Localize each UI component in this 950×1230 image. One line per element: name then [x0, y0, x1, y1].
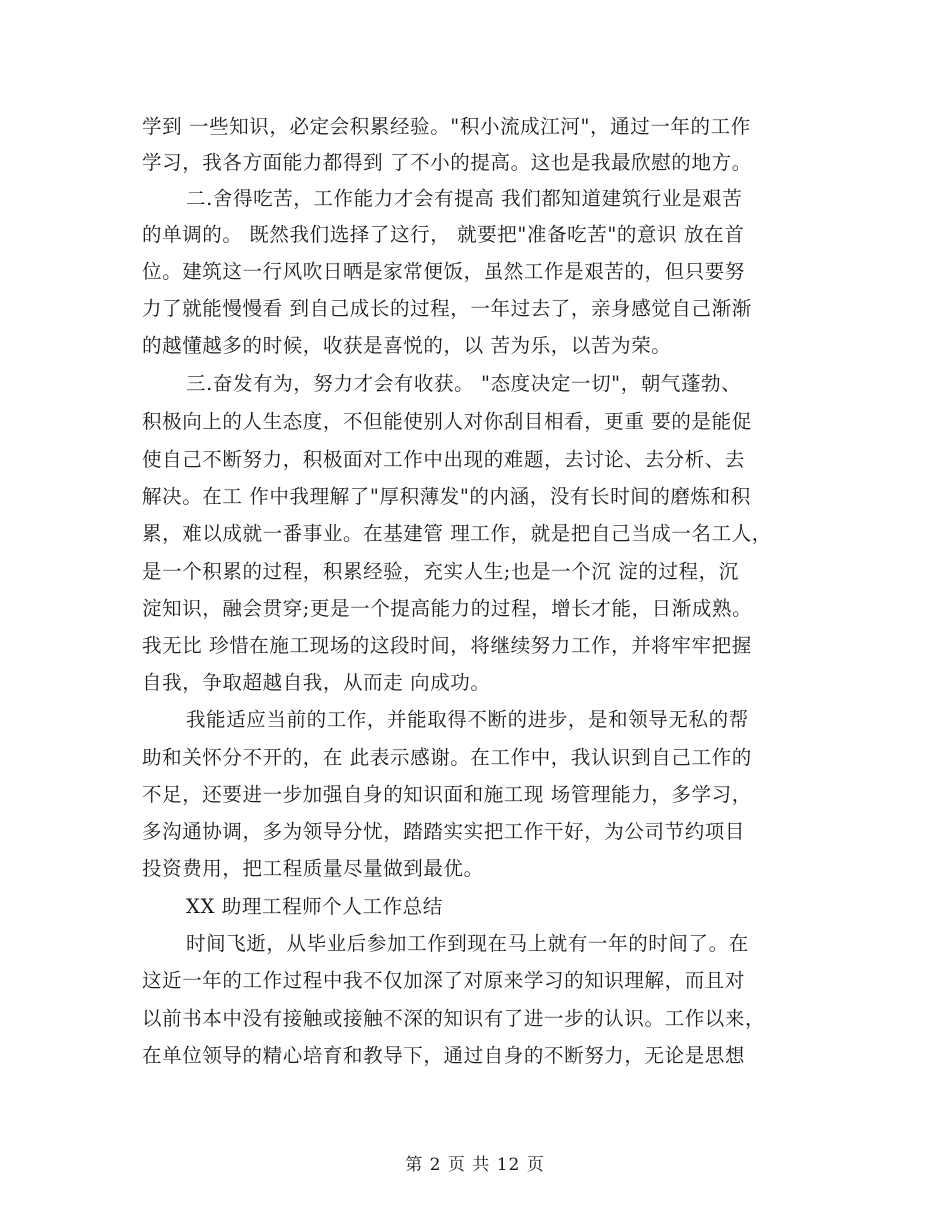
text-line: 时间飞逝，从毕业后参加工作到现在马上就有一年的时间了。在 — [186, 932, 749, 955]
text-line: 位。建筑这一行风吹日晒是家常便饭，虽然工作是艰苦的，但只要努 — [142, 260, 746, 283]
text-line: 学习，我各方面能力都得到 了不小的提高。这也是我最欣慰的地方。 — [142, 151, 752, 174]
text-line: 我能适应当前的工作，并能取得不断的进步，是和领导无私的帮 — [186, 708, 749, 731]
text-line: 投资费用，把工程质量尽量做到最优。 — [142, 857, 484, 880]
text-line: 力了就能慢慢看 到自己成长的过程，一年过去了，亲身感觉自己渐渐 — [142, 297, 752, 320]
text-line: 在单位领导的精心培育和教导下，通过自身的不断努力，无论是思想 — [142, 1044, 746, 1067]
text-line: 这近一年的工作过程中我不仅加深了对原来学习的知识理解，而且对 — [142, 969, 746, 992]
text-line: 的单调的。 既然我们选择了这行， 就要把"准备吃苦"的意识 放在首 — [142, 223, 745, 246]
section-heading: XX 助理工程师个人工作总结 — [186, 895, 443, 918]
text-line: 我无比 珍惜在施工现场的这段时间，将继续努力工作，并将牢牢把握 — [142, 634, 752, 657]
text-line: 的越懂越多的时候，收获是喜悦的，以 苦为乐，以苦为荣。 — [142, 334, 672, 357]
text-line: 淀知识，融会贯穿;更是一个提高能力的过程，增长才能，日渐成熟。 — [142, 597, 753, 620]
text-line: 积极向上的人生态度，不但能使别人对你刮目相看，更重 要的是能促 — [142, 410, 752, 433]
text-line: 解决。在工 作中我理解了"厚积薄发"的内涵，没有长时间的磨炼和积 — [142, 485, 751, 508]
text-line: 以前书本中没有接触或接触不深的知识有了进一步的认识。工作以来， — [142, 1007, 766, 1030]
text-line: 使自己不断努力，积极面对工作中出现的难题，去讨论、去分析、去 — [142, 448, 746, 471]
text-line: 二.舍得吃苦，工作能力才会有提高 我们都知道建筑行业是艰苦 — [186, 187, 743, 210]
text-line: 自我，争取超越自我，从而走 向成功。 — [142, 671, 491, 694]
text-line: 助和关怀分不开的，在 此表示感谢。在工作中，我认识到自己工作的 — [142, 746, 752, 769]
text-line: 不足，还要进一步加强自身的知识面和施工现 场管理能力，多学习， — [142, 783, 752, 806]
text-line: 累，难以成就一番事业。在基建管 理工作，就是把自己当成一名工人， — [142, 522, 772, 545]
page-footer: 第 2 页 共 12 页 — [405, 1155, 545, 1175]
text-line: 学到 一些知识，必定会积累经验。"积小流成江河"，通过一年的工作 — [142, 115, 751, 138]
text-line: 多沟通协调，多为领导分忧，踏踏实实把工作干好，为公司节约项目 — [142, 820, 746, 843]
text-line: 三.奋发有为，努力才会有收获。 "态度决定一切"，朝气蓬勃、 — [186, 372, 742, 395]
text-line: 是一个积累的过程，积累经验，充实人生;也是一个沉 淀的过程，沉 — [142, 560, 739, 583]
